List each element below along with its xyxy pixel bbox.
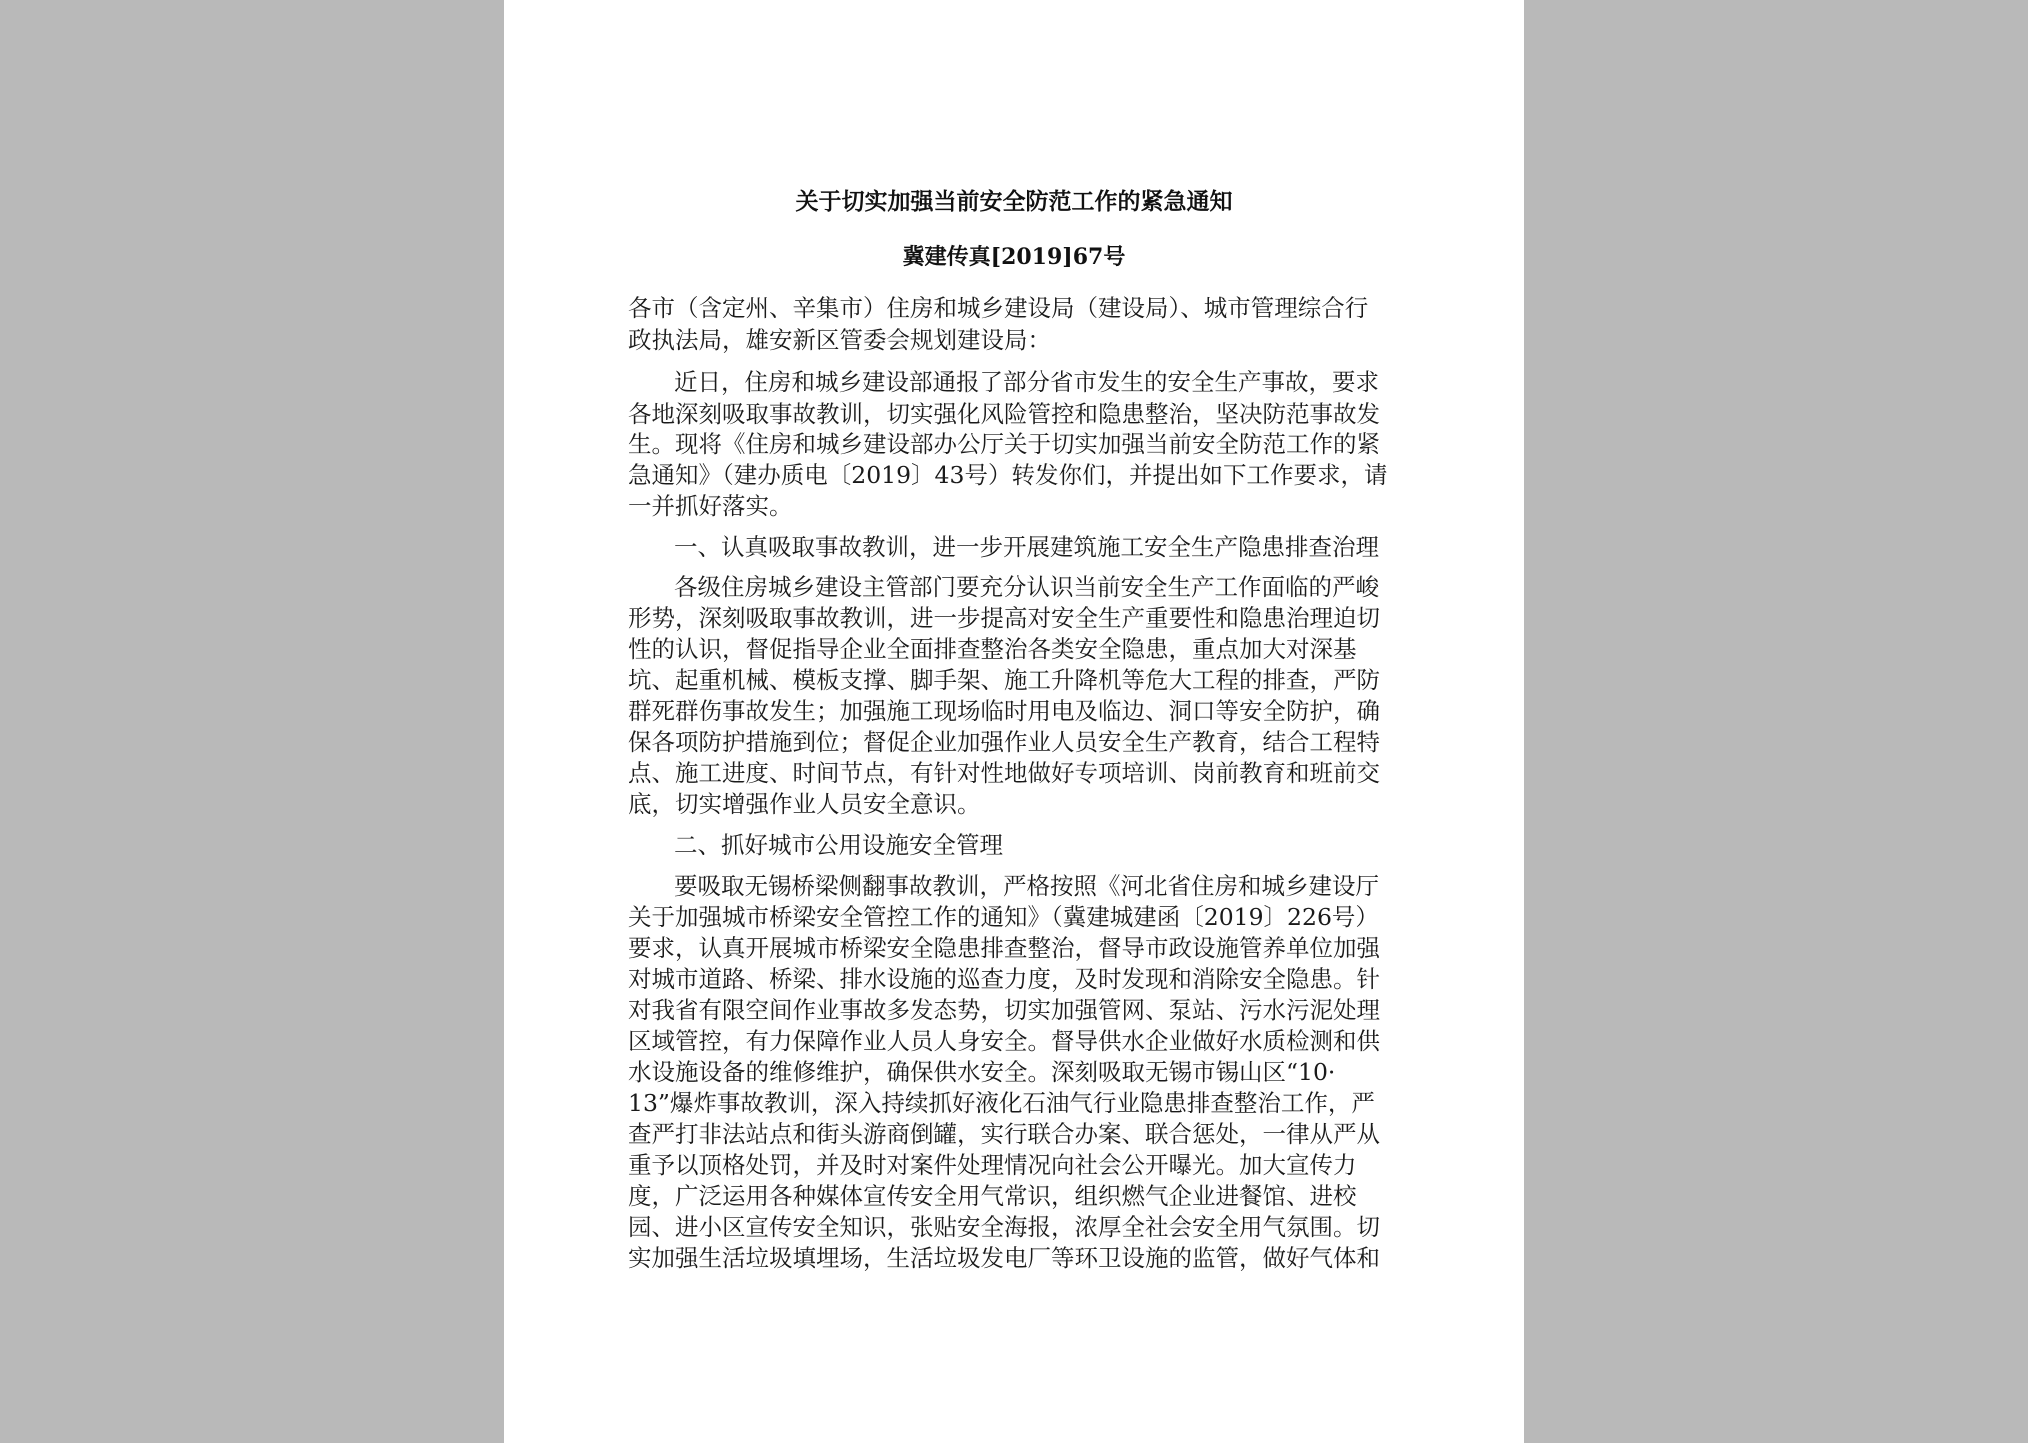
text-line: 点、施工进度、时间节点，有针对性地做好专项培训、岗前教育和班前交 xyxy=(628,759,1380,787)
text-line: 生。现将《住房和城乡建设部办公厅关于切实加强当前安全防范工作的紧 xyxy=(628,430,1380,458)
section-heading: 二、抓好城市公用设施安全管理 xyxy=(674,831,1003,859)
text-line: 各级住房城乡建设主管部门要充分认识当前安全生产工作面临的严峻 xyxy=(674,573,1379,601)
text-line: 水设施设备的维修维护，确保供水安全。深刻吸取无锡市锡山区“10· xyxy=(628,1058,1336,1086)
text-line: 各地深刻吸取事故教训，切实强化风险管控和隐患整治，坚决防范事故发 xyxy=(628,400,1380,428)
text-line: 重予以顶格处罚，并及时对案件处理情况向社会公开曝光。加大宣传力 xyxy=(628,1151,1357,1179)
text-line: 性的认识，督促指导企业全面排查整治各类安全隐患，重点加大对深基 xyxy=(628,635,1357,663)
text-line: 底，切实增强作业人员安全意识。 xyxy=(628,790,981,818)
text-line: 政执法局，雄安新区管委会规划建设局： xyxy=(628,326,1051,354)
document-number: 冀建传真[2019]67号 xyxy=(902,244,1126,270)
text-line: 对我省有限空间作业事故多发态势，切实加强管网、泵站、污水污泥处理 xyxy=(628,996,1380,1024)
text-line: 13”爆炸事故教训，深入持续抓好液化石油气行业隐患排查整治工作，严 xyxy=(628,1089,1375,1117)
text-line: 一并抓好落实。 xyxy=(628,492,793,520)
text-line: 关于加强城市桥梁安全管控工作的通知》（冀建城建函〔2019〕226号） xyxy=(628,903,1379,931)
section-heading: 一、认真吸取事故教训，进一步开展建筑施工安全生产隐患排查治理 xyxy=(674,533,1379,561)
text-line: 要吸取无锡桥梁侧翻事故教训，严格按照《河北省住房和城乡建设厅 xyxy=(674,872,1379,900)
text-line: 度，广泛运用各种媒体宣传安全用气常识，组织燃气企业进餐馆、进校 xyxy=(628,1182,1357,1210)
text-line: 急通知》（建办质电〔2019〕43号）转发你们，并提出如下工作要求，请 xyxy=(628,461,1388,489)
text-line: 园、进小区宣传安全知识，张贴安全海报，浓厚全社会安全用气氛围。切 xyxy=(628,1213,1380,1241)
document-title: 关于切实加强当前安全防范工作的紧急通知 xyxy=(795,188,1233,215)
text-line: 形势，深刻吸取事故教训，进一步提高对安全生产重要性和隐患治理迫切 xyxy=(628,604,1380,632)
text-line: 保各项防护措施到位；督促企业加强作业人员安全生产教育，结合工程特 xyxy=(628,728,1380,756)
text-line: 群死群伤事故发生；加强施工现场临时用电及临边、洞口等安全防护，确 xyxy=(628,697,1380,725)
text-line: 实加强生活垃圾填埋场，生活垃圾发电厂等环卫设施的监管，做好气体和 xyxy=(628,1244,1380,1272)
text-line: 区域管控，有力保障作业人员人身安全。督导供水企业做好水质检测和供 xyxy=(628,1027,1380,1055)
text-line: 查严打非法站点和街头游商倒罐，实行联合办案、联合惩处，一律从严从 xyxy=(628,1120,1380,1148)
text-line: 坑、起重机械、模板支撑、脚手架、施工升降机等危大工程的排查，严防 xyxy=(628,666,1380,694)
text-line: 对城市道路、桥梁、排水设施的巡查力度，及时发现和消除安全隐患。针 xyxy=(628,965,1380,993)
text-line: 要求，认真开展城市桥梁安全隐患排查整治，督导市政设施管养单位加强 xyxy=(628,934,1380,962)
text-line: 近日，住房和城乡建设部通报了部分省市发生的安全生产事故，要求 xyxy=(674,368,1379,396)
text-line: 各市（含定州、辛集市）住房和城乡建设局（建设局）、城市管理综合行 xyxy=(628,294,1369,322)
document-page xyxy=(504,0,1524,1443)
